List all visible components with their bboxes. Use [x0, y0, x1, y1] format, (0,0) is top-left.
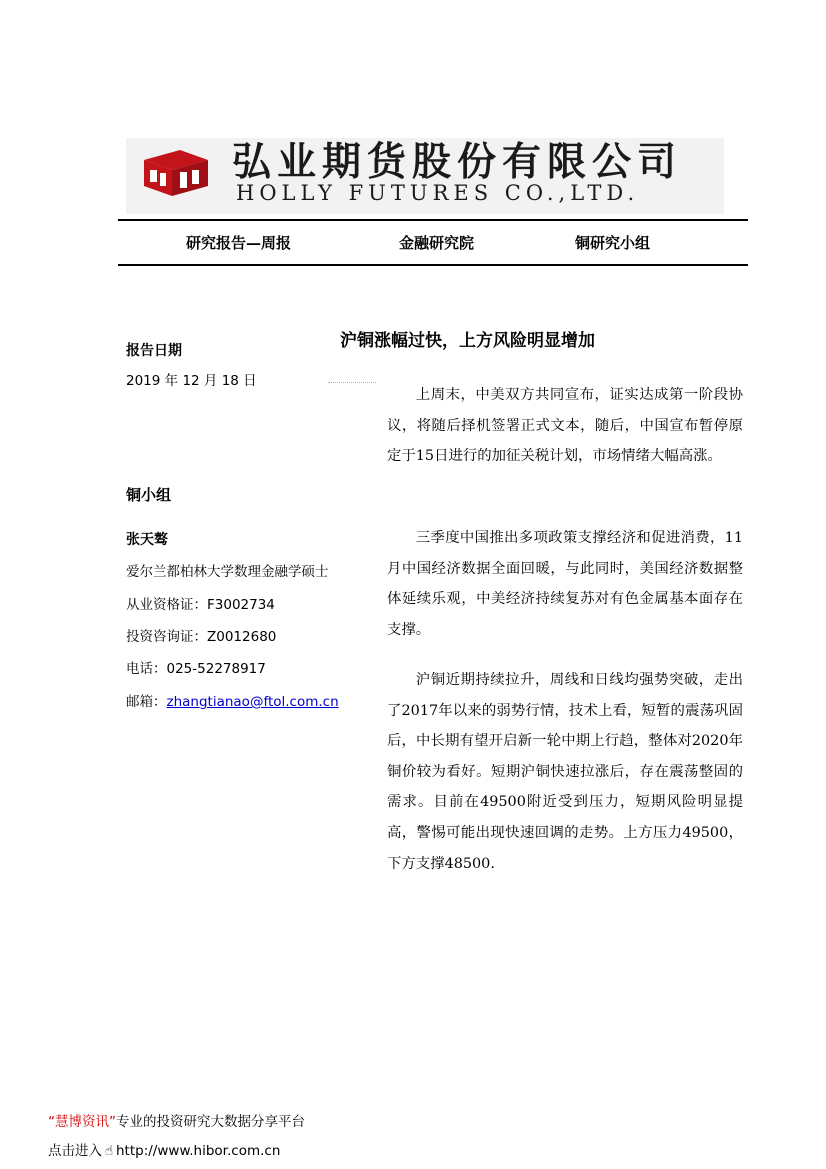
analyst-qualification: 从业资格证：F3002734 [126, 597, 275, 613]
article-title: 沪铜涨幅过快，上方风险明显增加 [340, 331, 595, 351]
group-name: 铜小组 [126, 486, 172, 504]
email-link[interactable]: zhangtianao@ftol.com.cn [166, 694, 339, 710]
article-paragraph-3: 沪铜近期持续拉升，周线和日线均强势突破，走出了2017年以来的弱势行情，技术上看，短暂的震荡巩固后，中长期有望开启新一轮中期上行趋，整体对2020年铜价较为看好。短期沪铜快速拉涨后，存在震荡整固的需求。目前在49500附近受到压力，短期风险明显提高，警惕可能出现快速回调的走势。上方压力49500，下方支撑48500. [387, 672, 743, 872]
report-type: 研究报告—周报 [186, 234, 292, 252]
cursor-hand-icon: ☝ [104, 1143, 114, 1159]
footer-url-link[interactable]: http://www.hibor.com.cn [116, 1143, 281, 1159]
analyst-name: 张天骜 [126, 532, 168, 548]
analyst-phone: 电话：025-52278917 [126, 661, 266, 677]
company-name-en: HOLLY FUTURES CO.,LTD. [236, 181, 640, 205]
footer-brand: “慧博资讯” [48, 1114, 116, 1130]
article-paragraph-1: 上周末，中美双方共同宣布，证实达成第一阶段协议，将随后择机签署正式文本，随后，中国宣布暂停原定于15日进行的加征关税计划，市场情绪大幅高涨。 [387, 387, 743, 465]
footer-link-prefix: 点击进入 [48, 1143, 102, 1159]
analyst-consulting-cert: 投资咨询证：Z0012680 [126, 629, 277, 645]
team-name: 铜研究小组 [575, 234, 651, 252]
header-bottom-rule [118, 264, 748, 266]
footer-tagline-row [48, 1112, 305, 1132]
article-paragraph-2: 三季度中国推出多项政策支撑经济和促进消费，11月中国经济数据全面回暖，与此同时，美国经济数据整体延续乐观，中美经济持续复苏对有色金属基本面存在支撑。 [387, 530, 743, 638]
company-name-cn: 弘业期货股份有限公司 [232, 139, 683, 185]
institute-name: 金融研究院 [399, 234, 475, 252]
report-date-value: 2019 年 12 月 18 日 [126, 373, 257, 389]
header-top-rule [118, 219, 748, 221]
footer-link-row[interactable] [48, 1141, 280, 1161]
divider-dots [328, 382, 376, 383]
analyst-email-row [126, 692, 339, 712]
email-label: 邮箱： [126, 694, 167, 710]
company-logo-icon [140, 146, 212, 198]
analyst-education: 爱尔兰都柏林大学数理金融学硕士 [126, 564, 329, 580]
report-date-label: 报告日期 [126, 343, 182, 359]
footer-tagline: 专业的投资研究大数据分享平台 [116, 1114, 305, 1130]
